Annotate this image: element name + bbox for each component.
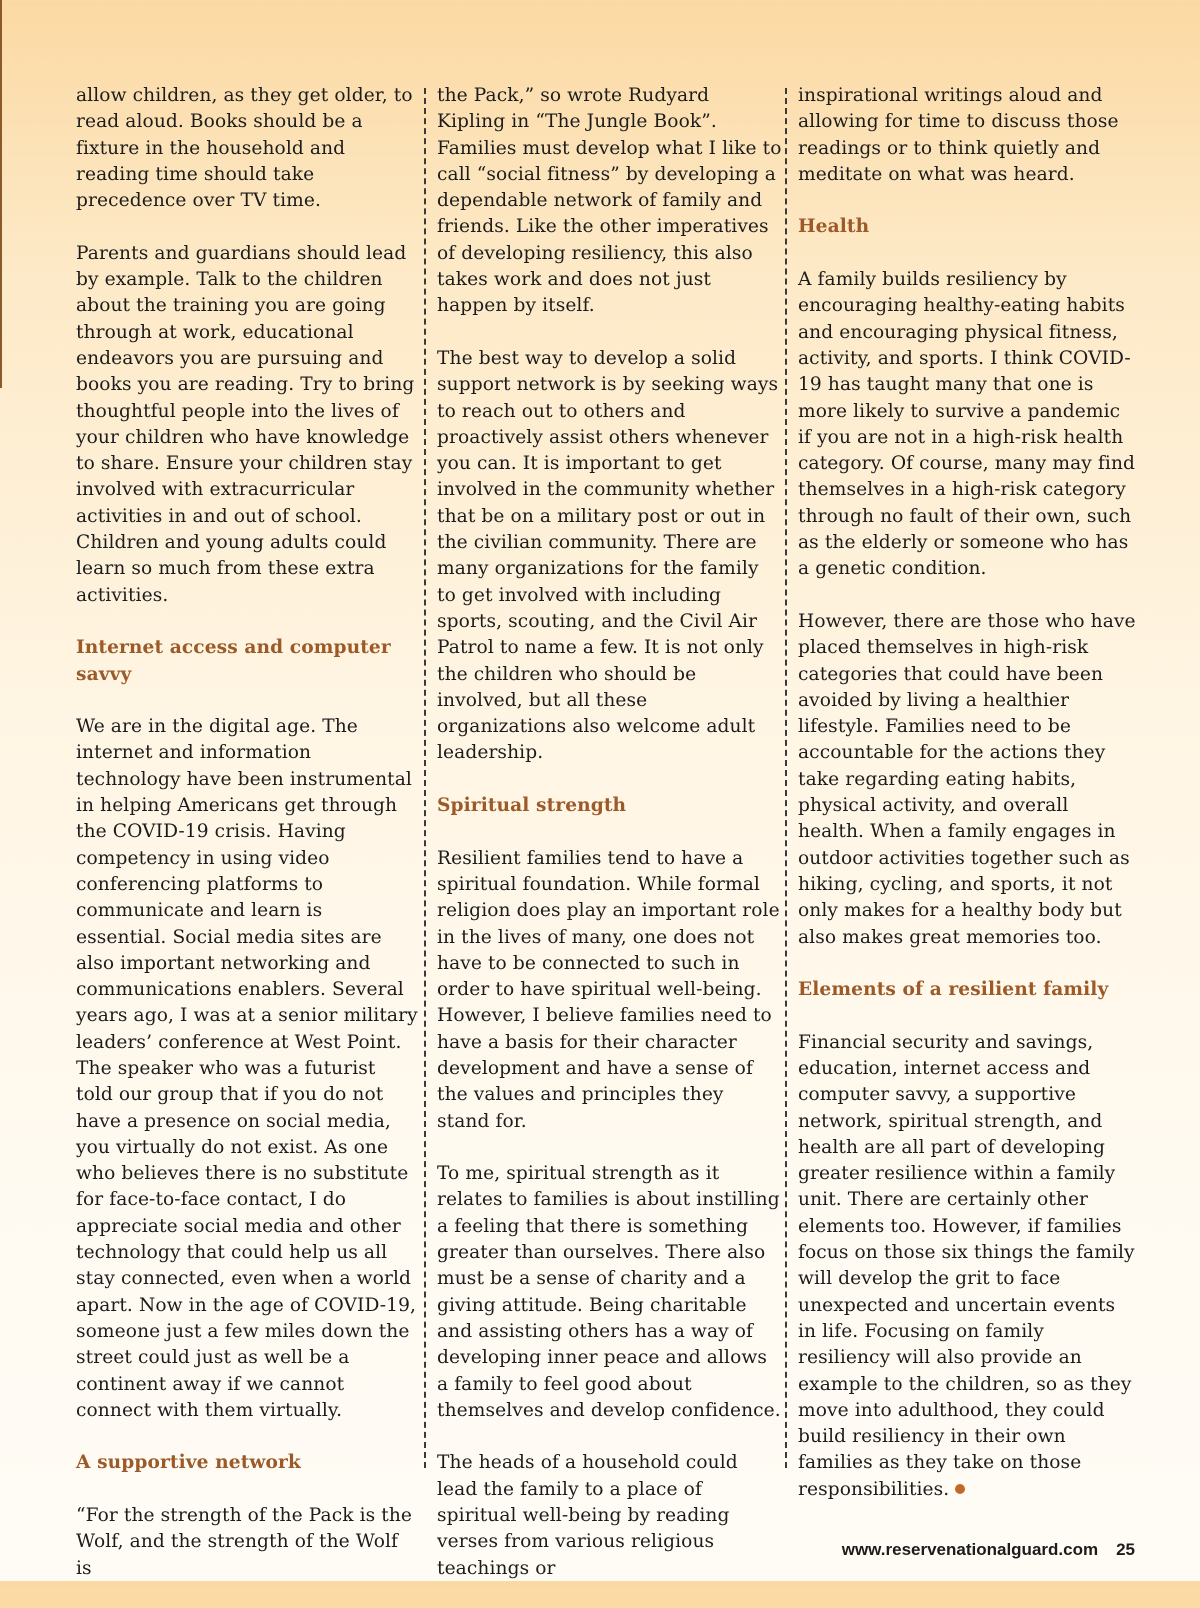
column-divider-2 (785, 88, 787, 1468)
paragraph: To me, spiritual strength as it relates to families is about instilling a feeling that there is something greater than ourselves. There also must be a sense of charity and a giving attitude. Being charitable and assisting others has a way of developing inner peace and allows a family to feel good about themselves and develop confidence. (437, 1163, 781, 1421)
section-heading: Spiritual strength (437, 795, 627, 817)
paragraph: A family builds resiliency by encouraging healthy-eating habits and encouraging physical fitness, activity, and sports. I think COVID-19 has taught many that one is more likely to survive a pandemic if you are not in a high-risk health category. Of course, many may find themselves in a high-risk category through no fault of their own, such as the elderly or someone who has a genetic condition. (798, 269, 1136, 580)
paragraph: However, there are those who have placed themselves in high-risk categories that could have been avoided by living a healthier lifestyle. Families need to be accountable for the actions they take regarding eating habits, physical activity, and overall health. When a family engages in outdoor activities together such as hiking, cycling, and sports, it not only makes for a healthy body but also makes great memories too. (798, 610, 1136, 948)
paragraph (798, 1030, 1138, 1503)
column-divider-1 (424, 88, 426, 1468)
paragraph: the Pack,” so wrote Rudyard Kipling in “The Jungle Book”. Families must develop what I like to call “social fitness” by developing a dependable network of family and friends. Like the other imperatives of developing resiliency, this also takes work and does not just happen by itself. (437, 85, 782, 317)
section-heading: Internet access and computer savvy (76, 637, 391, 685)
paragraph: Resilient families tend to have a spiritual foundation. While formal religion does play an important role in the lives of many, one does not have to be connected to such in order to have spiritual well-being. However, I believe families need to have a basis for their character development and have a sense of the values and principles they stand for. (437, 847, 780, 1132)
paragraph: The best way to develop a solid support network is by seeking ways to reach out to others and proactively assist others whenever you can. It is important to get involved in the community whether that be on a military post or out in the civilian community. There are many organizations for the family to get involved with including sports, scouting, and the Civil Air Patrol to name a few. It is not only the children who should be involved, but all these organizations also welcome adult leadership. (437, 347, 779, 764)
closing-paragraph-text: Financial security and savings, education, internet access and computer savvy, a supportive network, spiritual strength, and health are all part of developing greater resilience within a family unit. There are certainly other elements too. However, if families focus on those six things the family will develop the grit to face unexpected and uncertain events in life. Focusing on family resiliency will also provide an example to the children, so as they move into adulthood, they could build resiliency in their own families as they take on those responsibilities. (798, 1031, 1135, 1500)
paragraph: inspirational writings aloud and allowing for time to discuss those readings or to think quietly and meditate on what was heard. (798, 85, 1119, 185)
article-column-3 (798, 83, 1138, 1529)
page-footer (842, 1540, 1135, 1560)
paragraph: Parents and guardians should lead by example. Talk to the children about the training you are going through at work, educational endeavors you are pursuing and books you are reading. Try to bring thoughtful people into the lives of your children who have knowledge to share. Ensure your children stay involved with extracurricular activities in and out of school. Children and young adults could learn so much from these extra activities. (76, 242, 415, 606)
paragraph: The heads of a household could lead the family to a place of spiritual well-being by reading verses from various religious teachings or (437, 1452, 738, 1579)
paragraph: allow children, as they get older, to read aloud. Books should be a fixture in the household and reading time should take precedence over TV time. (76, 85, 413, 212)
paragraph: “For the strength of the Pack is the Wolf, and the strength of the Wolf is (76, 1505, 413, 1579)
section-heading: Health (798, 216, 870, 238)
end-of-article-dot-icon (955, 1484, 965, 1494)
page-edge-rule (0, 0, 2, 388)
article-column-2 (437, 83, 782, 1608)
footer-website-link[interactable]: www.reservenationalguard.com (841, 1540, 1099, 1559)
section-heading: Elements of a resilient family (798, 979, 1109, 1001)
paragraph: We are in the digital age. The internet and information technology have been instrumental in helping Americans get through the COVID-19 crisis. Having competency in using video conferencing platforms to communicate and learn is essential. Social media sites are also important networking and communications enablers. Several years ago, I was at a senior military leaders’ conference at West Point. The speaker who was a futurist told our group that if you do not have a presence on social media, you virtually do not exist. As one who believes there is no substitute for face-to-face contact, I do appreciate social media and other technology that could help us all stay connected, even when a world apart. Now in the age of COVID-19, someone just a few miles down the street could just as well be a continent away if we cannot connect with them virtually. (76, 716, 418, 1421)
section-heading: A supportive network (76, 1452, 301, 1474)
page-number: 25 (1116, 1540, 1135, 1559)
article-column-1 (76, 83, 418, 1608)
